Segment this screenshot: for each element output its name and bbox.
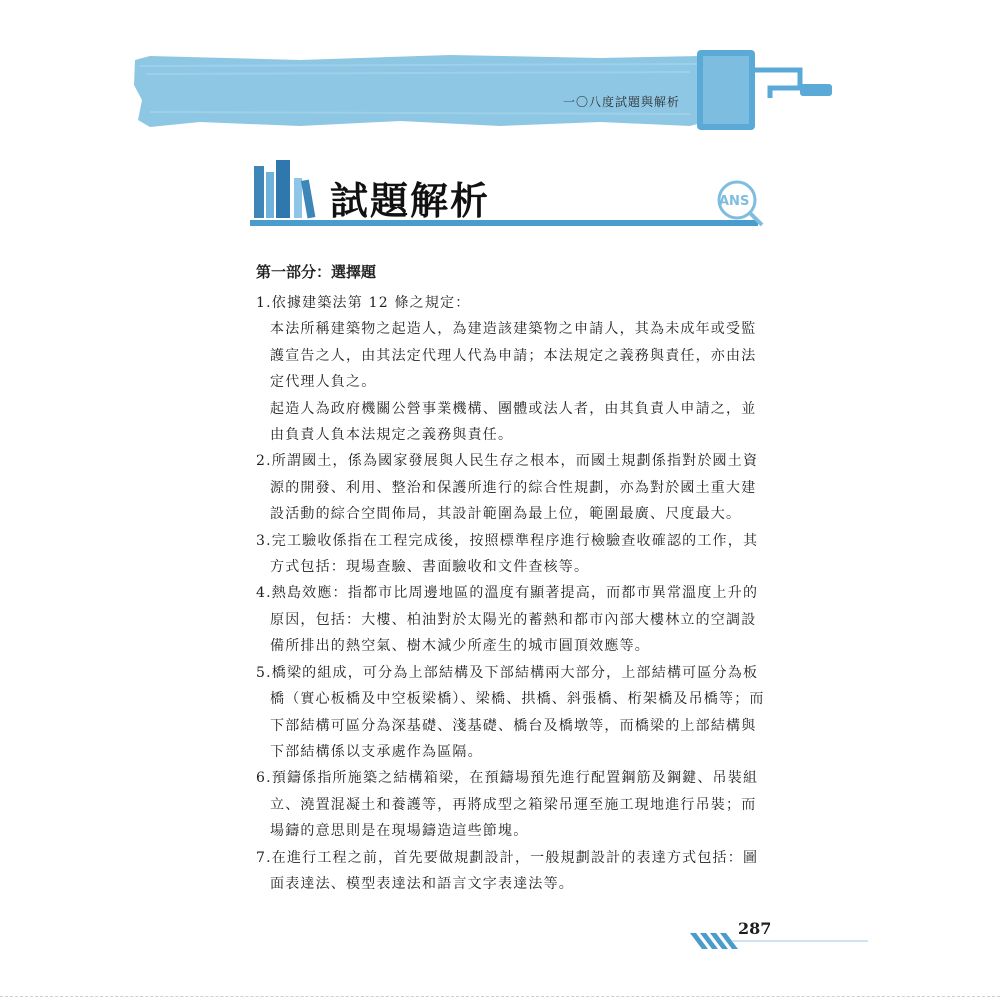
q5-line: 橋（實心板橋及中空板梁橋）、梁橋、拱橋、斜張橋、桁架橋及吊橋等；而 [270,691,765,708]
q4-line: 原因，包括：大樓、柏油對於太陽光的蓄熱和都市內部大樓林立的空調設 [270,611,757,628]
paint-roller-icon [697,50,832,130]
page-bottom-rule [0,996,1000,997]
q7-line: 面表達法、模型表達法和語言文字表達法等。 [270,875,574,892]
section-banner [250,158,770,230]
answer-body [256,290,776,897]
q2-line: 設活動的綜合空間佈局，其設計範圍為最上位，範圍最廣、尺度最大。 [270,506,742,523]
q1-intro: 1.依據建築法第 12 條之規定： [256,295,471,311]
q6-line: 6.預鑄係指所施築之結構箱梁，在預鑄場預先進行配置鋼筋及鋼鍵、吊裝組 [256,770,759,787]
q3-line: 3.完工驗收係指在工程完成後，按照標準程序進行檢驗查收確認的工作，其 [256,532,759,549]
q6-line: 場鑄的意思則是在現場鑄造這些節塊。 [270,823,529,840]
q4-line: 備所排出的熱空氣、樹木減少所產生的城市圓頂效應等。 [270,638,650,655]
running-head: 一〇八度試題與解析 [562,95,680,109]
part-heading: 第一部分：選擇題 [256,263,377,281]
q3-line: 方式包括：現場查驗、書面驗收和文件查核等。 [270,559,590,576]
q6-line: 立、澆置混凝土和養護等，再將成型之箱梁吊運至施工現地進行吊裝；而 [270,796,757,813]
ans-badge: ANS [719,194,750,209]
q2-line: 2.所謂國土，係為國家發展與人民生存之根本，而國土規劃係指對於國土資 [256,453,759,470]
stripes-icon [690,933,738,949]
q5-line: 5.橋梁的組成，可分為上部結構及下部結構兩大部分，上部結構可區分為板 [256,664,759,681]
page-number: 287 [738,919,772,938]
header-paint-stroke [0,0,1000,150]
q1-line: 由負責人負本法規定之義務與責任。 [270,427,514,444]
q1-line: 本法所稱建築物之起造人，為建造該建築物之申請人，其為未成年或受監 [270,321,757,338]
footer-decoration [680,915,870,955]
section-title: 試題解析 [330,179,491,223]
q1-line: 起造人為政府機關公營事業機構、團體或法人者，由其負責人申請之，並 [270,400,757,417]
q4-line: 4.熱島效應：指都市比周邊地區的溫度有顯著提高，而都市異常溫度上升的 [256,585,759,602]
books-icon [254,160,315,218]
q7-line: 7.在進行工程之前，首先要做規劃設計，一般規劃設計的表達方式包括：圖 [256,849,759,866]
q5-line: 下部結構可區分為深基礎、淺基礎、橋台及橋墩等，而橋梁的上部結構與 [270,717,757,734]
q1-line: 定代理人負之。 [270,374,377,391]
ans-magnifier-icon [719,182,762,225]
q2-line: 源的開發、利用、整治和保護所進行的綜合性規劃，亦為對於國土重大建 [270,479,757,496]
q1-line: 護宣告之人，由其法定代理人代為申請；本法規定之義務與責任，亦由法 [270,347,757,364]
q5-line: 下部結構係以支承處作為區隔。 [270,743,483,760]
